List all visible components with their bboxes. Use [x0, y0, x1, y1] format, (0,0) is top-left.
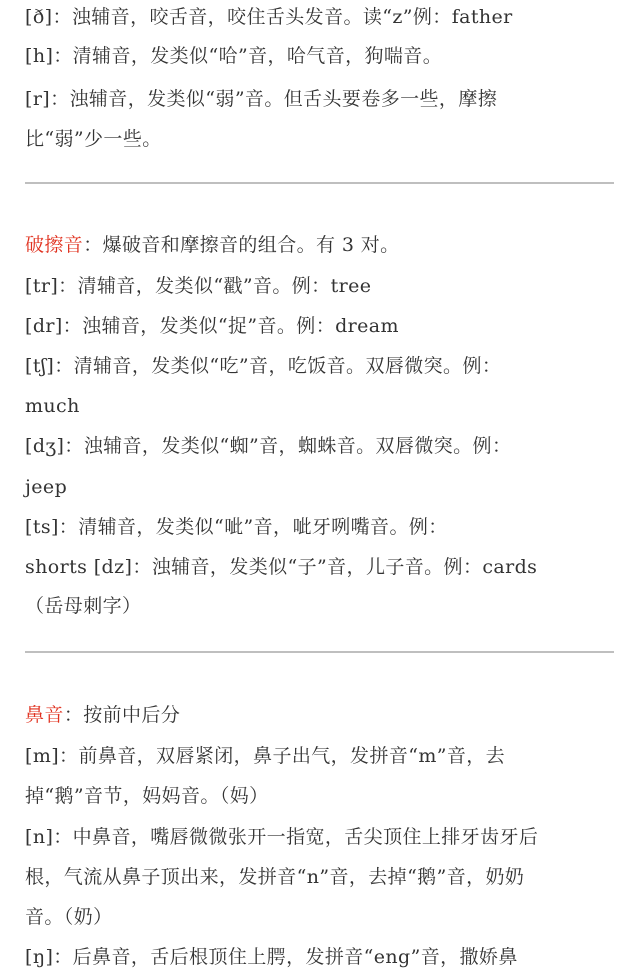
affricate-heading-rest: ：爆破音和摩擦音的组合。有 3 对。 [83, 234, 400, 256]
affricate-line-much: much [25, 395, 80, 417]
nasal-heading-line [25, 700, 614, 730]
affricate-line-mnemonic: （岳母刺字） [25, 595, 142, 617]
nasal-line-m-cont: 掉“鹅”音节，妈妈音。（妈） [25, 785, 269, 807]
affricate-heading-line [25, 230, 614, 260]
nasal-line-n-end: 音。（奶） [25, 906, 113, 928]
affricate-line-dzh: [dʒ]：浊辅音，发类似“蜘”音，蜘蛛音。双唇微突。例： [25, 435, 512, 457]
affricate-line-tr: [tr]：清辅音，发类似“戳”音。例：tree [25, 275, 372, 297]
nasal-heading-rest: ：按前中后分 [63, 704, 181, 726]
affricate-line-jeep: jeep [25, 476, 68, 498]
affricate-line-dr: [dr]：浊辅音，发类似“捉”音。例：dream [25, 315, 399, 337]
section-divider [25, 182, 614, 184]
affricate-line-dz: shorts [dz]：浊辅音，发类似“子”音，儿子音。例：cards [25, 556, 538, 578]
nasal-line-n: [n]：中鼻音，嘴唇微微张开一指宽，舌尖顶住上排牙齿牙后 [25, 826, 539, 848]
nasal-line-n-cont: 根，气流从鼻子顶出来，发拼音“n”音，去掉“鹅”音，奶奶 [25, 866, 525, 888]
nasal-line-m: [m]：前鼻音，双唇紧闭，鼻子出气，发拼音“m”音，去 [25, 745, 506, 767]
nasal-line-ng: [ŋ]：后鼻音，舌后根顶住上腭，发拼音“eng”音，撒娇鼻 [25, 946, 518, 968]
affricate-line-tsh: [tʃ]：清辅音，发类似“吃”音，吃饭音。双唇微突。例： [25, 355, 502, 377]
affricate-line-ts: [ts]：清辅音，发类似“呲”音，呲牙咧嘴音。例： [25, 516, 448, 538]
affricate-heading: 破擦音 [25, 234, 84, 256]
fricative-line-h: [h]：清辅音，发类似“哈”音，哈气音，狗喘音。 [25, 45, 443, 67]
nasal-heading: 鼻音 [25, 704, 64, 726]
fricative-line-r: [r]：浊辅音，发类似“弱”音。但舌头要卷多一些，摩擦 [25, 88, 498, 110]
fricative-line-eth: [ð]：浊辅音，咬舌音，咬住舌头发音。读“z”例：father [25, 6, 513, 28]
section-divider [25, 651, 614, 653]
fricative-line-r-cont: 比“弱”少一些。 [25, 128, 162, 150]
